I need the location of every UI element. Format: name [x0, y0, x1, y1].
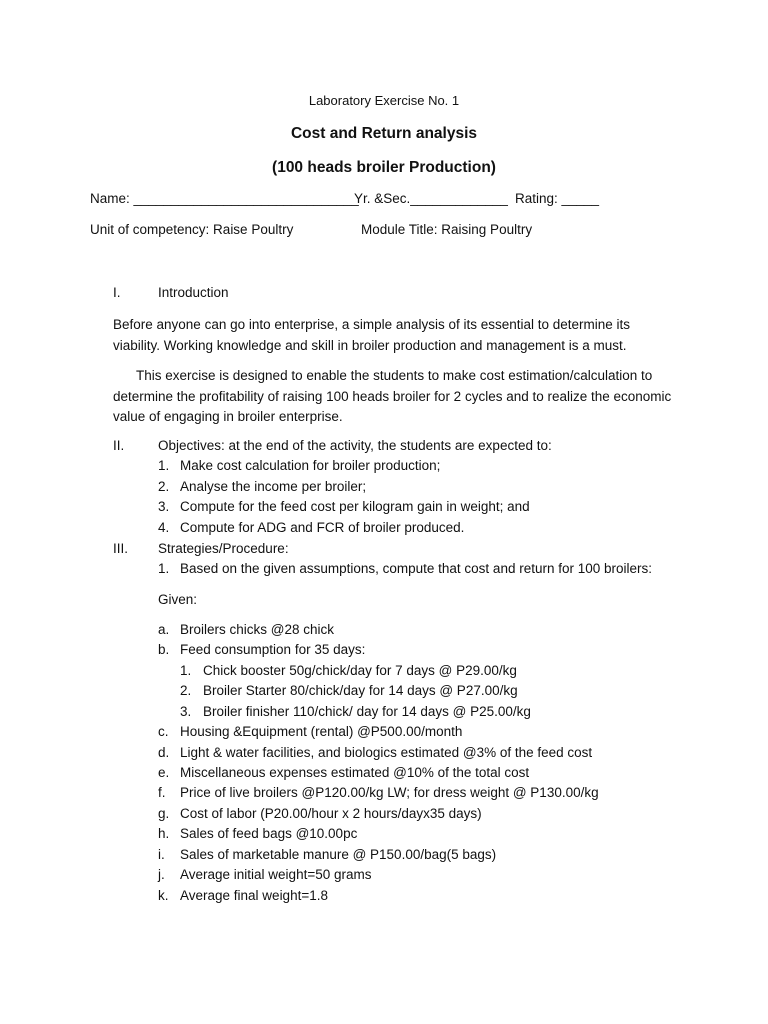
procedure-step-text: Based on the given assumptions, compute that cost and return for 100 broilers:: [180, 561, 653, 576]
given-item-text: Broilers chicks @28 chick: [180, 622, 334, 637]
section-numeral-intro: I.: [113, 285, 121, 300]
given-item-text: Light & water facilities, and biologics estimated @3% of the feed cost: [180, 745, 593, 760]
feed-item-marker: 3.: [180, 704, 192, 719]
section-numeral-strategies: III.: [113, 541, 129, 556]
feed-item-text: Broiler finisher 110/chick/ day for 14 days @ P25.00/kg: [203, 704, 531, 719]
given-item-marker: e.: [158, 765, 170, 780]
section-heading-strategies: Strategies/Procedure:: [158, 541, 289, 556]
module-title: Module Title: Raising Poultry: [361, 222, 533, 237]
objective-item-marker: 1.: [158, 458, 170, 473]
objective-item-marker: 4.: [158, 520, 170, 535]
given-item-marker: a.: [158, 622, 170, 637]
objective-item-text: Analyse the income per broiler;: [180, 479, 367, 494]
given-label: Given:: [158, 592, 198, 607]
given-item-text: Price of live broilers @P120.00/kg LW; for dress weight @ P130.00/kg: [180, 785, 599, 800]
section-numeral-objectives: II.: [113, 438, 125, 453]
feed-item-marker: 1.: [180, 663, 192, 678]
given-item-text: Average final weight=1.8: [180, 888, 328, 903]
objective-item-text: Compute for ADG and FCR of broiler produced.: [180, 520, 465, 535]
given-item-marker: d.: [158, 745, 170, 760]
given-item-marker: h.: [158, 826, 170, 841]
lab-exercise-number: Laboratory Exercise No. 1: [308, 93, 460, 108]
given-item-marker: k.: [158, 888, 169, 903]
given-item-marker: i.: [158, 847, 165, 862]
given-item-marker: j.: [158, 867, 165, 882]
given-item-text: Cost of labor (P20.00/hour x 2 hours/dayx35 days): [180, 806, 482, 821]
given-item-text: Average initial weight=50 grams: [180, 867, 372, 882]
intro-paragraph-1: Before anyone can go into enterprise, a simple analysis of its essential to determine its viability. Working knowledge and skill in broiler production and management is a must.: [113, 317, 631, 353]
section-heading-objectives: Objectives: at the end of the activity, the students are expected to:: [158, 438, 552, 453]
given-item-text: Feed consumption for 35 days:: [180, 642, 366, 657]
document-subtitle: (100 heads broiler Production): [272, 159, 496, 176]
intro-paragraph-2: This exercise is designed to enable the students to make cost estimation/calculation to determine the profitability of raising 100 heads broiler for 2 cycles and to realize the economic value of engaging in broiler enterprise.: [113, 368, 672, 424]
feed-item-text: Broiler Starter 80/chick/day for 14 days @ P27.00/kg: [203, 683, 518, 698]
feed-item-marker: 2.: [180, 683, 192, 698]
objective-item-text: Make cost calculation for broiler production;: [180, 458, 441, 473]
procedure-step-number: 1.: [158, 561, 170, 576]
document-title: Cost and Return analysis: [290, 125, 478, 142]
objective-item-marker: 3.: [158, 499, 170, 514]
given-item-text: Sales of feed bags @10.00pc: [180, 826, 358, 841]
objective-item-text: Compute for the feed cost per kilogram gain in weight; and: [180, 499, 530, 514]
rating-field-label: Rating: _____: [515, 191, 600, 206]
given-item-marker: b.: [158, 642, 170, 657]
year-section-field-label: Yr. &Sec._____________: [354, 191, 508, 206]
given-item-marker: f.: [158, 785, 166, 800]
unit-of-competency: Unit of competency: Raise Poultry: [90, 222, 294, 237]
given-item-marker: c.: [158, 724, 169, 739]
given-item-marker: g.: [158, 806, 170, 821]
feed-item-text: Chick booster 50g/chick/day for 7 days @ P29.00/kg: [203, 663, 517, 678]
given-item-text: Housing &Equipment (rental) @P500.00/month: [180, 724, 463, 739]
section-heading-intro: Introduction: [158, 285, 229, 300]
given-item-text: Miscellaneous expenses estimated @10% of the total cost: [180, 765, 530, 780]
name-field-label: Name: ______________________________: [90, 191, 359, 206]
objective-item-marker: 2.: [158, 479, 170, 494]
given-item-text: Sales of marketable manure @ P150.00/bag(5 bags): [180, 847, 497, 862]
